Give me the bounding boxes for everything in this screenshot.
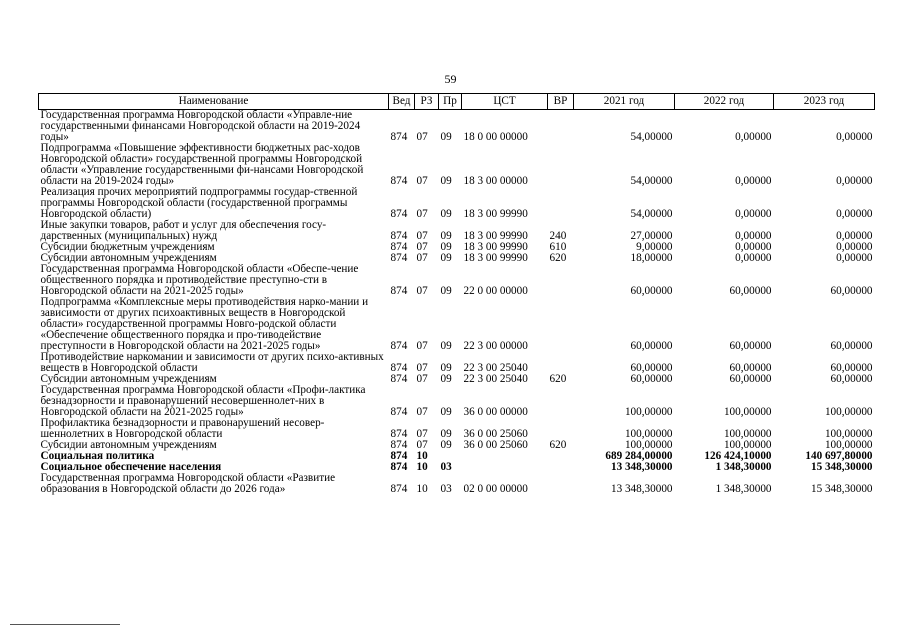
cell-ved: 874 [390, 450, 408, 462]
cell-2023: 0,00000 [836, 208, 873, 220]
cell-2022: 100,00000 [723, 439, 772, 451]
cell-2022: 0,00000 [735, 241, 772, 253]
cell-2021: 13 348,30000 [610, 461, 673, 473]
cell-rz: 10 [416, 450, 428, 462]
cell-2021: 60,00000 [630, 285, 673, 297]
cell-vr [548, 451, 574, 462]
header-ved: Вед [389, 94, 415, 110]
cell-rz: 07 [416, 241, 428, 253]
cell-name: Иные закупки товаров, работ и услуг для обеспечения госу-дарственных (муниципальных) нужд [40, 219, 327, 242]
cell-name: Социальное обеспечение населения [40, 461, 222, 473]
cell-cst: 22 3 00 25040 [463, 373, 528, 385]
cell-2023: 15 348,30000 [810, 483, 873, 495]
cell-pr: 09 [440, 131, 452, 143]
cell-rz: 07 [416, 406, 428, 418]
cell-2023: 60,00000 [830, 340, 873, 352]
cell-2022: 100,00000 [723, 428, 772, 440]
table-row [39, 110, 875, 144]
cell-cst: 36 0 00 25060 [463, 439, 528, 451]
cell-2022: 0,00000 [735, 230, 772, 242]
cell-2021: 60,00000 [630, 340, 673, 352]
cell-rz: 07 [416, 285, 428, 297]
cell-2023: 140 697,80000 [805, 450, 873, 462]
cell-rz: 07 [416, 252, 428, 264]
cell-ved: 874 [390, 483, 408, 495]
cell-vr [548, 187, 574, 220]
cell-cst: 36 0 00 00000 [463, 406, 528, 418]
cell-vr [548, 264, 574, 297]
cell-ved: 874 [390, 131, 408, 143]
cell-pr: 03 [440, 461, 452, 473]
cell-2022: 1 348,30000 [715, 461, 772, 473]
cell-ved: 874 [390, 241, 408, 253]
cell-2023: 100,00000 [824, 439, 873, 451]
header-vr: ВР [548, 94, 574, 110]
cell-name: Противодействие наркомании и зависимости от других психо-активных веществ в Новгородской области [40, 351, 384, 374]
cell-2023: 0,00000 [836, 131, 873, 143]
cell-name: Субсидии автономным учреждениям [40, 373, 217, 385]
cell-vr [548, 385, 574, 418]
cell-name: Субсидии автономным учреждениям [40, 252, 217, 264]
cell-rz: 07 [416, 439, 428, 451]
header-2022: 2022 год [675, 94, 774, 110]
cell-2021: 100,00000 [624, 406, 673, 418]
cell-2023: 0,00000 [836, 252, 873, 264]
cell-2021: 18,00000 [630, 252, 673, 264]
cell-name: Подпрограмма «Комплексные меры противодействия нарко-мании и зависимости от других психоактивных веществ в Новгородской области» государственной программы Новго-родской области «Обеспечение общественного порядка и про-тиводействие преступности в Новгородской области на 2021-2025 годы» [40, 296, 369, 352]
cell-2023: 0,00000 [836, 241, 873, 253]
cell-ved: 874 [390, 230, 408, 242]
table-row [39, 473, 875, 495]
cell-pr: 09 [440, 428, 452, 440]
cell-2021: 54,00000 [630, 175, 673, 187]
cell-ved: 874 [390, 428, 408, 440]
table-header-row [39, 94, 875, 110]
header-pr: Пр [439, 94, 462, 110]
cell-cst [462, 451, 548, 462]
cell-ved: 874 [390, 373, 408, 385]
cell-pr: 09 [440, 406, 452, 418]
cell-name: Субсидии автономным учреждениям [40, 439, 217, 451]
cell-vr [548, 473, 574, 495]
cell-vr: 620 [549, 439, 567, 451]
cell-rz: 07 [416, 175, 428, 187]
cell-vr [548, 143, 574, 187]
cell-cst: 22 3 00 00000 [463, 340, 528, 352]
cell-2022: 100,00000 [723, 406, 772, 418]
cell-pr: 09 [440, 373, 452, 385]
cell-name: Субсидии бюджетным учреждениям [40, 241, 215, 253]
cell-vr [548, 110, 574, 144]
cell-rz: 07 [416, 373, 428, 385]
cell-name: Государственная программа Новгородской области «Развитие образования в Новгородской области до 2026 года» [40, 472, 336, 495]
cell-2022: 60,00000 [729, 340, 772, 352]
cell-ved: 874 [390, 208, 408, 220]
cell-rz: 10 [416, 483, 428, 495]
cell-vr [548, 297, 574, 352]
cell-2023: 60,00000 [830, 362, 873, 374]
table-row [39, 187, 875, 220]
cell-name: Государственная программа Новгородской области «Обеспе-чение общественного порядка и противодействие преступно-сти в Новгородской области на 2021-2025 годы» [40, 263, 359, 297]
cell-2021: 9,00000 [636, 241, 673, 253]
cell-2021: 54,00000 [630, 131, 673, 143]
table-row [39, 352, 875, 374]
cell-rz: 07 [416, 428, 428, 440]
budget-table [38, 93, 875, 495]
cell-pr: 09 [440, 252, 452, 264]
cell-2021: 689 284,00000 [605, 450, 673, 462]
cell-name: Социальная политика [40, 450, 155, 462]
footer-divider [10, 624, 120, 625]
cell-cst: 18 3 00 00000 [463, 175, 528, 187]
cell-2022: 60,00000 [729, 362, 772, 374]
cell-pr: 03 [440, 483, 452, 495]
table-row [39, 220, 875, 242]
cell-2021: 100,00000 [624, 439, 673, 451]
cell-pr: 09 [440, 175, 452, 187]
header-cst: ЦСТ [462, 94, 548, 110]
cell-vr: 620 [549, 252, 567, 264]
cell-cst: 22 3 00 25040 [463, 362, 528, 374]
cell-2022: 60,00000 [729, 285, 772, 297]
cell-vr [548, 418, 574, 440]
cell-2023: 0,00000 [836, 230, 873, 242]
cell-ved: 874 [390, 175, 408, 187]
table-row [39, 143, 875, 187]
cell-name: Подпрограмма «Повышение эффективности бюджетных рас-ходов Новгородской области» государственной программы Новгородской области «Управление государственными фи-нансами Новгородской области на 2019-2024 годы» [40, 142, 364, 187]
cell-name: Профилактика безнадзорности и правонарушений несовер-шеннолетних в Новгородской области [40, 417, 325, 440]
cell-2022: 126 424,10000 [704, 450, 772, 462]
cell-pr: 09 [440, 439, 452, 451]
cell-rz: 07 [416, 230, 428, 242]
cell-ved: 874 [390, 285, 408, 297]
cell-cst: 18 3 00 99990 [463, 208, 528, 220]
header-rz: РЗ [415, 94, 439, 110]
cell-cst: 22 0 00 00000 [463, 285, 528, 297]
cell-ved: 874 [390, 362, 408, 374]
cell-ved: 874 [390, 439, 408, 451]
cell-2023: 15 348,30000 [810, 461, 873, 473]
table-row [39, 418, 875, 440]
cell-name: Реализация прочих мероприятий подпрограммы государ-ственной программы Новгородской области (государственной программы Новгородской области) [40, 186, 358, 220]
cell-pr: 09 [440, 362, 452, 374]
table-row [39, 297, 875, 352]
cell-2022: 0,00000 [735, 131, 772, 143]
cell-2023: 0,00000 [836, 175, 873, 187]
page-number: 59 [444, 72, 457, 86]
table-row [39, 264, 875, 297]
cell-rz: 07 [416, 340, 428, 352]
cell-rz: 07 [416, 362, 428, 374]
cell-rz: 07 [416, 131, 428, 143]
cell-vr [548, 462, 574, 473]
cell-name: Государственная программа Новгородской области «Профи-лактика безнадзорности и правонарушений несовершеннолет-них в Новгородской области на 2021-2025 годы» [40, 384, 366, 418]
cell-2023: 60,00000 [830, 285, 873, 297]
header-2021: 2021 год [574, 94, 675, 110]
cell-cst: 18 3 00 99990 [463, 252, 528, 264]
cell-2021: 54,00000 [630, 208, 673, 220]
cell-2023: 100,00000 [824, 406, 873, 418]
cell-2021: 100,00000 [624, 428, 673, 440]
cell-vr: 620 [549, 373, 567, 385]
cell-rz: 10 [416, 461, 428, 473]
header-name: Наименование [39, 94, 389, 110]
cell-cst: 36 0 00 25060 [463, 428, 528, 440]
cell-cst: 18 3 00 99990 [463, 230, 528, 242]
cell-pr: 09 [440, 340, 452, 352]
cell-pr: 09 [440, 241, 452, 253]
cell-ved: 874 [390, 252, 408, 264]
cell-2022: 1 348,30000 [715, 483, 772, 495]
cell-2022: 0,00000 [735, 252, 772, 264]
cell-cst: 18 0 00 00000 [463, 131, 528, 143]
table-row [39, 385, 875, 418]
cell-name: Государственная программа Новгородской области «Управле-ние государственными финансами Новгородской области на 2019-2024 годы» [40, 109, 361, 143]
cell-2021: 60,00000 [630, 373, 673, 385]
cell-2021: 27,00000 [630, 230, 673, 242]
cell-2023: 100,00000 [824, 428, 873, 440]
cell-cst: 18 3 00 99990 [463, 241, 528, 253]
cell-2023: 60,00000 [830, 373, 873, 385]
header-2023: 2023 год [774, 94, 875, 110]
cell-pr: 09 [440, 208, 452, 220]
cell-cst [462, 462, 548, 473]
cell-vr: 240 [549, 230, 567, 242]
cell-vr: 610 [549, 241, 567, 253]
cell-rz: 07 [416, 208, 428, 220]
cell-ved: 874 [390, 340, 408, 352]
cell-ved: 874 [390, 461, 408, 473]
cell-vr [548, 352, 574, 374]
cell-2021: 13 348,30000 [610, 483, 673, 495]
cell-ved: 874 [390, 406, 408, 418]
cell-2022: 0,00000 [735, 175, 772, 187]
cell-cst: 02 0 00 00000 [463, 483, 528, 495]
cell-2021: 60,00000 [630, 362, 673, 374]
cell-pr: 09 [440, 230, 452, 242]
cell-pr: 09 [440, 285, 452, 297]
cell-2022: 60,00000 [729, 373, 772, 385]
cell-2022: 0,00000 [735, 208, 772, 220]
